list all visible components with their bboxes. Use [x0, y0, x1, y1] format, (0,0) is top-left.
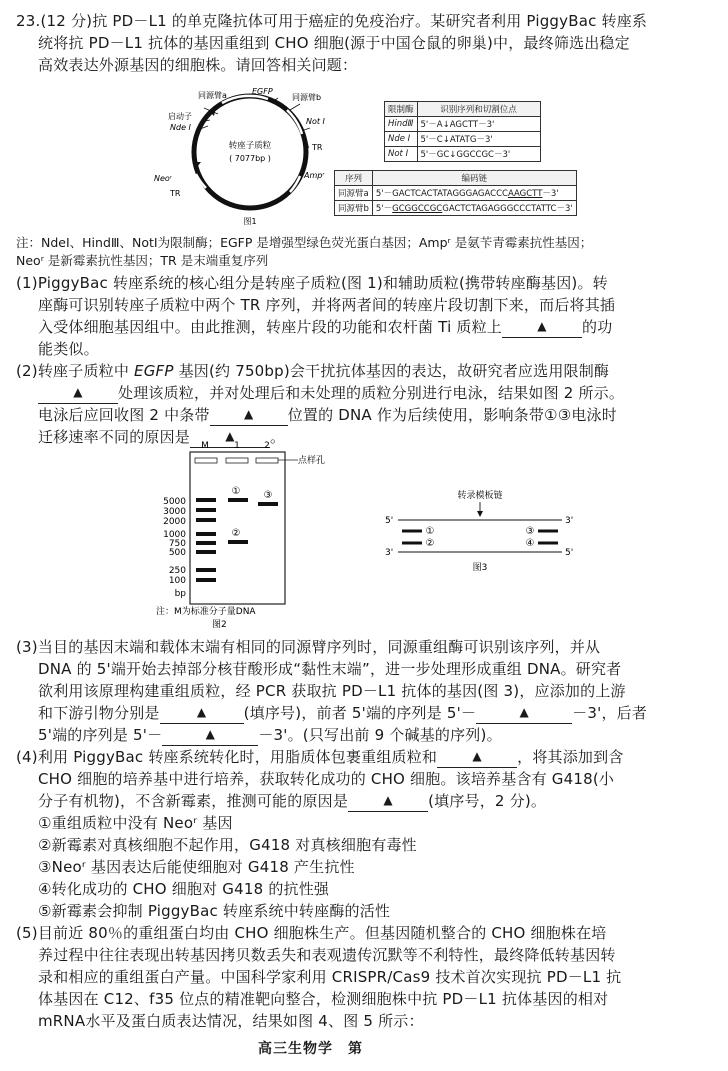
q4-option: ②新霉素对真核细胞不起作用，G418 对真核细胞有毒性 [38, 836, 417, 854]
well-label: 点样孔 [298, 456, 326, 466]
figure-note-line-1: 注：NdeⅠ、HindⅢ、NotⅠ为限制酶；EGFP 是增强型绿色荧光蛋白基因；Ampʳ 是氨苄青霉素抗性基因； [16, 235, 593, 250]
label-tr-right: TR [312, 143, 323, 152]
question-intro-line-3: 高效表达外源基因的细胞株。请回答相关问题： [38, 56, 358, 74]
enzyme-name: HindⅢ [385, 117, 418, 132]
q5-line-1: (5)目前近 80％的重组蛋白均由 CHO 细胞株生产。但基因随机整合的 CHO 细胞株在培 [16, 924, 607, 942]
marker-band [196, 578, 216, 582]
lane-label-2: 2 [264, 441, 270, 451]
template-label: 转录模板链 [457, 491, 503, 501]
marker-band [196, 550, 216, 554]
question-intro-line-2: 统将抗 PD－L1 抗体的基因重组到 CHO 细胞(源于中国仓鼠的卵巢)中，最终筛选出稳定 [38, 34, 630, 52]
q4-line-2: CHO 细胞的培养基中进行培养，获取转化成功的 CHO 细胞。该培养基含有 G418(小 [38, 770, 615, 788]
lane-label-m: M [201, 441, 209, 451]
label-hom-b: 同源臂b [292, 93, 322, 102]
q2-line-2: ▲ 处理该质粒，并对处理后和未处理的质粒分别进行电泳，结果如图 2 所示。 [38, 382, 624, 404]
strand-end: 5' [385, 516, 394, 526]
marker-size: 100 [168, 576, 186, 586]
answer-blank[interactable]: ▲ [162, 726, 258, 746]
marker-size: 500 [168, 548, 186, 558]
q5-line-4: 体基因在 C12、f35 位点的精准靶向整合，检测细胞株中抗 PD－L1 抗体基因的相对 [38, 990, 609, 1008]
enzyme-table [384, 101, 541, 162]
well [256, 458, 278, 463]
q4-option: ③Neoʳ 基因表达后能使细胞对 G418 产生抗性 [38, 858, 355, 876]
q2-line-1: (2)转座子质粒中 EGFP 基因(约 750bp)会干扰抗体基因的表达，故研究者应选用限制酶 [16, 362, 610, 380]
sequence-name: 同源臂b [335, 201, 373, 216]
primer-label: ① [425, 526, 435, 537]
marker-size: 1000 [163, 530, 186, 540]
q4-line-1: (4)利用 PiggyBac 转座系统转化时，用脂质体包裹重组质粒和 ▲ ，将其添加到含 [16, 748, 624, 766]
answer-blank[interactable]: ▲ [348, 792, 428, 812]
label-neor: Neoʳ [154, 174, 172, 183]
well [226, 458, 248, 463]
sequence-table-header: 编码链 [372, 171, 576, 186]
band-label-2: ② [231, 528, 241, 539]
label-nde: Nde Ⅰ [170, 123, 191, 132]
band-label-1: ① [231, 486, 241, 497]
marker-size: 250 [168, 566, 186, 576]
lane-label-1: 1 [234, 441, 240, 451]
figure-3-caption: 图3 [472, 563, 488, 573]
q3-line-4: 和下游引物分别是 ▲ (填序号)，前者 5'端的序列是 5'－ ▲ －3'，后者 [38, 704, 648, 722]
q3-line-5: 5'端的序列是 5'－ ▲ －3'。(只写出前 9 个碱基的序列)。 [38, 726, 502, 744]
well [195, 458, 217, 463]
sequence-value: 5'－GACTCACTATAGGGAGACCCAAGCTT－3' [372, 186, 576, 201]
marker-band [196, 568, 216, 572]
enzyme-name: Nde Ⅰ [385, 132, 418, 147]
q1-line-1: (1)PiggyBac 转座系统的核心组分是转座子质粒(图 1)和辅助质粒(携带转座酶基因)。转 [16, 274, 608, 292]
primer-label: ② [425, 538, 435, 549]
q2-line-3: 电泳后应回收图 2 中条带 ▲ 位置的 DNA 作为后续使用，影响条带①③电泳时 [38, 406, 617, 424]
marker-size: 2000 [163, 517, 186, 527]
plasmid-size: ( 7077bp ) [229, 154, 271, 163]
answer-blank[interactable]: ▲ [437, 748, 517, 768]
figure-1-plasmid [140, 84, 360, 230]
sequence-name: 同源臂a [335, 186, 373, 201]
figure-note-line-2: Neoʳ 是新霉素抗性基因；TR 是末端重复序列 [16, 253, 269, 268]
figure-2-gel [150, 436, 370, 632]
answer-blank[interactable]: ▲ [38, 384, 118, 404]
q4-option: ⑤新霉素会抑制 PiggyBac 转座系统中转座酶的活性 [38, 902, 391, 920]
marker-band [196, 518, 216, 522]
enzyme-site: 5'－GC↓GGCCGC－3' [417, 147, 540, 162]
band-label-3: ③ [263, 490, 273, 501]
marker-unit: bp [174, 589, 186, 599]
label-not: Not Ⅰ [306, 117, 325, 126]
q5-line-5: mRNA水平及蛋白质表达情况，结果如图 4、图 5 所示： [38, 1012, 424, 1030]
q1-line-2: 座酶可识别转座子质粒中两个 TR 序列，并将两者间的转座片段切割下来，而后将其插 [38, 296, 616, 314]
q1-line-4: 能类似。 [38, 340, 99, 358]
band-2 [228, 540, 248, 544]
enzyme-site: 5'－C↓ATATG－3' [417, 132, 540, 147]
answer-blank[interactable]: ▲ [502, 318, 582, 338]
primer-label: ③ [525, 526, 535, 537]
enzyme-table-header: 限制酶 [385, 102, 418, 117]
strand-end: 3' [565, 516, 574, 526]
q5-line-3: 录和相应的重组蛋白产量。中国科学家利用 CRISPR/Cas9 技术首次实现抗 PD－L1 抗 [38, 968, 622, 986]
figure-2-note: 注：M为标准分子量DNA [156, 607, 256, 617]
q3-line-1: (3)当目的基因末端和载体末端有相同的同源臂序列时，同源重组酶可识别该序列，并从 [16, 638, 601, 656]
label-egfp: EGFP [252, 87, 273, 96]
q4-option: ①重组质粒中没有 Neoʳ 基因 [38, 814, 233, 832]
marker-band [196, 532, 216, 536]
marker-bands [196, 498, 216, 582]
plasmid-name: 转座子质粒 [228, 141, 272, 151]
marker-size: 750 [168, 539, 186, 549]
q4-line-3: 分子有机物)，不含新霉素，推测可能的原因是 ▲ (填序号，2 分)。 [38, 792, 547, 810]
enzyme-site: 5'－A↓AGCTT－3' [417, 117, 540, 132]
label-tr-left: TR [170, 189, 181, 198]
band-1 [228, 498, 248, 502]
q5-line-2: 养过程中往往表现出转基因拷贝数丢失和表观遗传沉默等不利特性，最终降低转基因转 [38, 946, 616, 964]
q3-line-3: 欲利用该原理构建重组质粒，经 PCR 获取抗 PD－L1 抗体的基因(图 3)，应添加的上游 [38, 682, 626, 700]
strand-end: 3' [385, 548, 394, 558]
primer-label: ④ [525, 538, 535, 549]
answer-blank[interactable]: ▲ [190, 428, 270, 448]
marker-band [196, 508, 216, 512]
marker-size: 3000 [163, 507, 186, 517]
label-hom-a: 同源臂a [198, 91, 227, 100]
enzyme-table-header: 识别序列和切割位点 [417, 102, 540, 117]
enzyme-name: Not Ⅰ [385, 147, 418, 162]
answer-blank[interactable]: ▲ [476, 704, 572, 724]
figure-1-caption: 图1 [243, 217, 257, 226]
figure-3-pcr [380, 486, 580, 586]
page-footer: 高三生物学 第 [258, 1041, 363, 1057]
sequence-table-header: 序列 [335, 171, 373, 186]
band-3 [258, 502, 278, 506]
sequence-table [334, 170, 577, 216]
marker-band [196, 541, 216, 545]
answer-blank[interactable]: ▲ [160, 704, 244, 724]
label-promoter: 启动子 [168, 112, 192, 121]
q2-line-4: 迁移速率不同的原因是 ▲ 。 [38, 428, 286, 446]
q4-option: ④转化成功的 CHO 细胞对 G418 的抗性强 [38, 880, 330, 898]
q1-line-3: 入受体细胞基因组中。由此推测，转座片段的功能和农杆菌 Ti 质粒上 ▲ 的功 [38, 318, 613, 336]
question-intro-line-1: 23.(12 分)抗 PD－L1 的单克隆抗体可用于癌症的免疫治疗。某研究者利用 PiggyBac 转座系 [16, 12, 648, 30]
marker-size: 5000 [163, 497, 186, 507]
answer-blank[interactable]: ▲ [210, 406, 288, 426]
sequence-value: 5'－GCGGCCGCGACTCTAGAGGGCCCTATTC－3' [372, 201, 576, 216]
q3-line-2: DNA 的 5'端开始去掉部分核苷酸形成“黏性末端”，进一步处理形成重组 DNA。研究者 [38, 660, 622, 678]
figure-2-caption: 图2 [212, 620, 227, 630]
strand-end: 5' [565, 548, 574, 558]
label-ampr: Ampʳ [304, 171, 325, 180]
marker-band [196, 498, 216, 502]
